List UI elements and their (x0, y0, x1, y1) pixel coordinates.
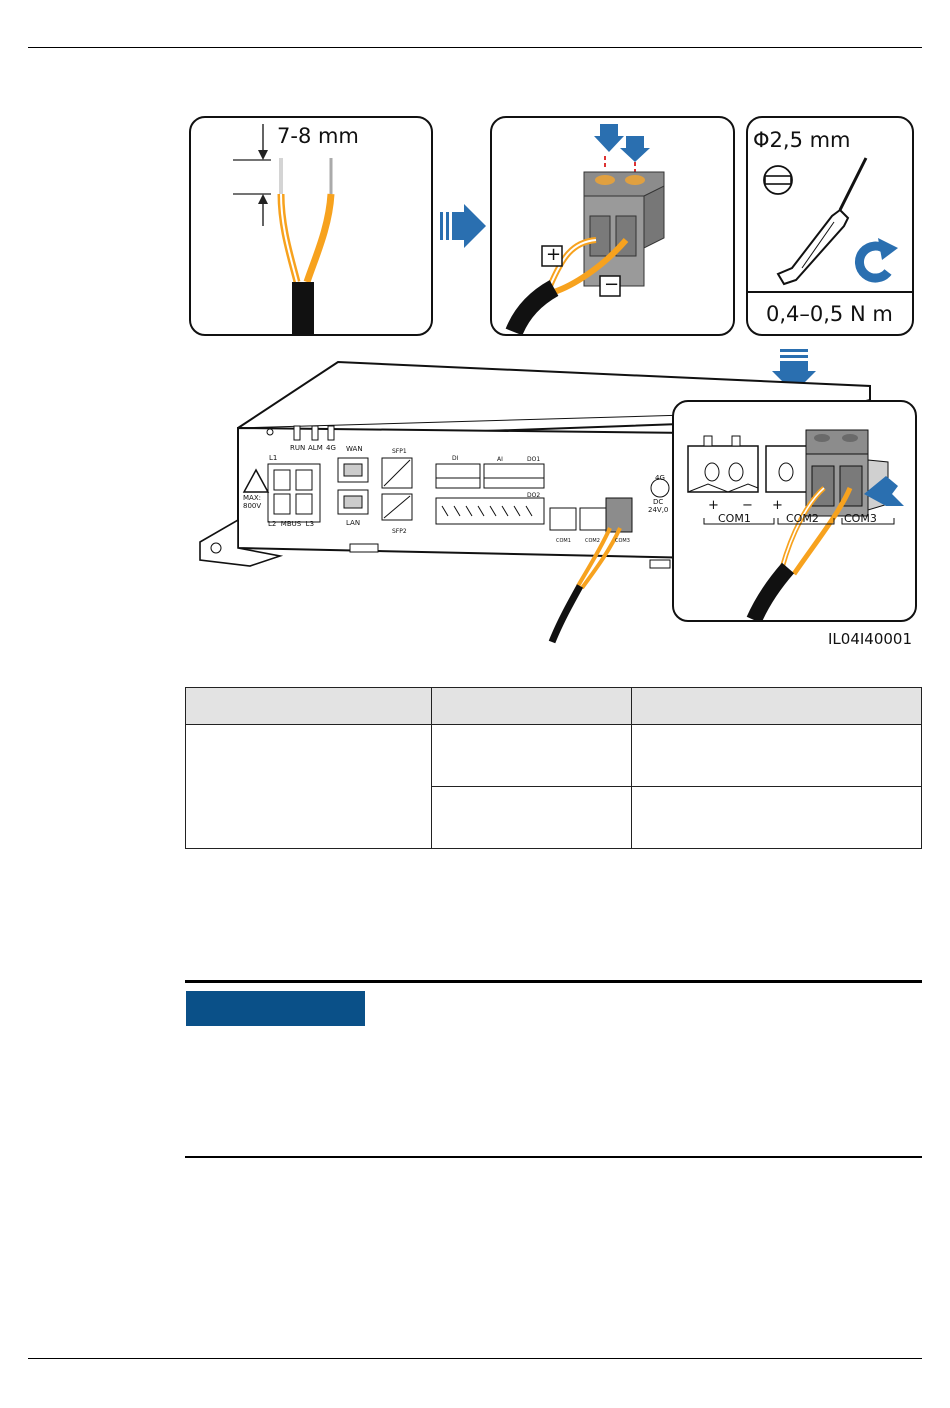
zoom-label-com3: COM3 (844, 512, 877, 525)
com-small-label-2: COM2 (585, 538, 600, 544)
power-label-max: MAX: 800V (243, 494, 262, 510)
screwdriver-torque-panel (746, 116, 914, 336)
terminal-label-ai: AI (497, 456, 503, 463)
power-label-mbus: L2 MBUS L3 (268, 520, 315, 528)
table-cell (632, 787, 922, 849)
connector-insertion-panel (490, 116, 735, 336)
led-label-4g: 4G (326, 444, 336, 452)
zoom-plus-com1: + (708, 498, 719, 513)
strip-length-label: 7-8 mm (277, 124, 359, 148)
table-header-cell (186, 688, 432, 725)
led-label-run: RUN (290, 444, 306, 452)
port-label-sfp2: SFP2 (392, 528, 407, 535)
table-header-row (186, 688, 922, 725)
port-label-wan: WAN (346, 445, 363, 453)
dc-label: DC 24V,0 (648, 498, 669, 514)
port-label-sfp1: SFP1 (392, 448, 407, 455)
zoom-label-com1: COM1 (718, 512, 751, 525)
table-cell (186, 725, 432, 849)
screwdriver-size-label: Φ2,5 mm (753, 128, 851, 152)
zoom-plus-com2: + (772, 498, 783, 513)
notice-label-tag (186, 991, 365, 1026)
power-label-l1: L1 (269, 454, 278, 462)
terminal-label-di: DI (452, 455, 459, 462)
antenna-label-4g: 4G (655, 474, 665, 482)
port-label-lan: LAN (346, 519, 361, 527)
table-cell (431, 787, 632, 849)
table-cell (632, 725, 922, 787)
spec-table (185, 687, 922, 849)
notice-bottom-rule (185, 1156, 922, 1158)
led-label-alm: ALM (308, 444, 323, 452)
zoom-label-com2: COM2 (786, 512, 819, 525)
notice-top-rule (185, 980, 922, 983)
table-header-cell (431, 688, 632, 725)
step-arrow-icon (440, 204, 486, 248)
footer-rule (28, 1358, 922, 1359)
connector-drawing (492, 118, 733, 334)
minus-polarity-label: − (604, 274, 620, 295)
com-small-label-1: COM1 (556, 538, 571, 544)
header-rule (28, 47, 922, 48)
table-cell (431, 725, 632, 787)
strip-length-panel (189, 116, 433, 336)
terminal-label-do1: DO1 (527, 456, 541, 463)
terminal-label-do2: DO2 (527, 492, 541, 499)
table-header-cell (632, 688, 922, 725)
com-small-label-3: COM3 (615, 538, 630, 544)
zoom-minus-com1: − (742, 498, 753, 513)
stripped-cable-drawing (191, 118, 431, 334)
com-port-zoom-panel (672, 400, 917, 622)
figure-id: IL04I40001 (828, 630, 913, 648)
table-row (186, 725, 922, 787)
torque-label: 0,4–0,5 N m (766, 302, 893, 326)
plus-polarity-label: + (546, 244, 562, 265)
